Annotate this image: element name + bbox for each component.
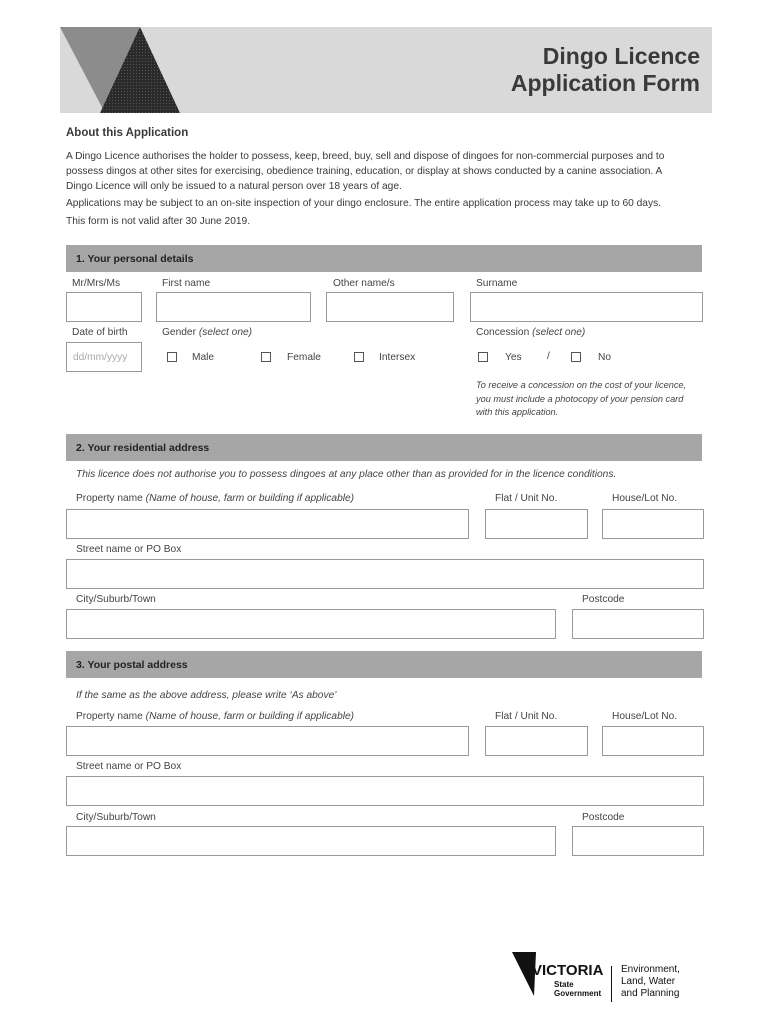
victoria-wordmark: VICTORIA	[532, 962, 604, 979]
department-name: Environment, Land, Water and Planning	[621, 964, 680, 999]
concession-yes-checkbox[interactable]	[478, 352, 488, 362]
concession-note: To receive a concession on the cost of your licence, you must include a photocopy of your pension card with this application.	[476, 380, 687, 417]
res-flat-field[interactable]	[485, 509, 588, 539]
post-property-label: Property name (Name of house, farm or building if applicable)	[76, 711, 355, 722]
concession-separator: /	[547, 351, 550, 362]
res-postcode-label: Postcode	[582, 594, 625, 605]
post-city-label: City/Suburb/Town	[76, 812, 156, 823]
post-postcode-field[interactable]	[572, 826, 704, 856]
res-house-field[interactable]	[602, 509, 704, 539]
page-title: Dingo Licence Application Form	[510, 43, 700, 96]
post-postcode-label: Postcode	[582, 812, 625, 823]
post-street-field[interactable]	[66, 776, 704, 806]
res-city-field[interactable]	[66, 609, 556, 639]
res-street-field[interactable]	[66, 559, 704, 589]
gender-female-label: Female	[287, 352, 321, 363]
header-triangles-graphic	[60, 27, 260, 113]
about-paragraph-1: A Dingo Licence authorises the holder to possess, keep, breed, buy, sell and dispose of dingoes for non-commercial purposes and to possess dingos at other sites for exercising, obedience training, education, or display at shows conducted by a canine association. A Dingo Licence will only be issued to a natural person over 18 years of age.	[66, 151, 665, 192]
gender-intersex-label: Intersex	[379, 352, 416, 363]
logo-divider	[611, 966, 612, 1002]
section-3-header: 3. Your postal address	[66, 651, 702, 678]
about-paragraph-3: This form is not valid after 30 June 2019.	[66, 216, 251, 227]
postal-intro: If the same as the above address, please write ‘As above’	[76, 690, 337, 701]
gender-label: Gender (select one)	[162, 327, 253, 338]
victoria-government-logo	[512, 950, 702, 1005]
post-house-label: House/Lot No.	[612, 711, 678, 722]
concession-no-checkbox[interactable]	[571, 352, 581, 362]
post-city-field[interactable]	[66, 826, 556, 856]
res-house-label: House/Lot No.	[612, 493, 678, 504]
post-property-field[interactable]	[66, 726, 469, 756]
section-1-header: 1. Your personal details	[66, 245, 702, 272]
concession-no-label: No	[598, 352, 612, 363]
post-flat-label: Flat / Unit No.	[495, 711, 558, 722]
other-names-field[interactable]	[326, 292, 454, 322]
form-header	[60, 27, 712, 113]
title-label: Mr/Mrs/Ms	[72, 278, 121, 289]
concession-yes-label: Yes	[505, 352, 522, 363]
first-name-label: First name	[162, 278, 211, 289]
gender-female-checkbox[interactable]	[261, 352, 271, 362]
res-street-label: Street name or PO Box	[76, 544, 182, 555]
gender-male-checkbox[interactable]	[167, 352, 177, 362]
post-street-label: Street name or PO Box	[76, 761, 182, 772]
about-heading: About this Application	[66, 127, 189, 139]
res-property-label: Property name (Name of house, farm or building if applicable)	[76, 493, 355, 504]
section-2-header: 2. Your residential address	[66, 434, 702, 461]
gender-male-label: Male	[192, 352, 215, 363]
res-postcode-field[interactable]	[572, 609, 704, 639]
res-property-field[interactable]	[66, 509, 469, 539]
surname-field[interactable]	[470, 292, 703, 322]
surname-label: Surname	[476, 278, 518, 289]
first-name-field[interactable]	[156, 292, 311, 322]
dob-label: Date of birth	[72, 327, 128, 338]
res-flat-label: Flat / Unit No.	[495, 493, 558, 504]
about-paragraph-2: Applications may be subject to an on-site inspection of your dingo enclosure. The entire application process may take up to 60 days.	[66, 198, 661, 209]
dob-field[interactable]: dd/mm/yyyy	[66, 342, 142, 372]
title-field[interactable]	[66, 292, 142, 322]
state-government-text: State Government	[554, 980, 602, 998]
other-names-label: Other name/s	[333, 278, 395, 289]
post-flat-field[interactable]	[485, 726, 588, 756]
gender-intersex-checkbox[interactable]	[354, 352, 364, 362]
residential-intro: This licence does not authorise you to possess dingoes at any place other than as provided for in the licence conditions.	[76, 469, 617, 480]
res-city-label: City/Suburb/Town	[76, 594, 156, 605]
post-house-field[interactable]	[602, 726, 704, 756]
concession-label: Concession (select one)	[476, 327, 586, 338]
